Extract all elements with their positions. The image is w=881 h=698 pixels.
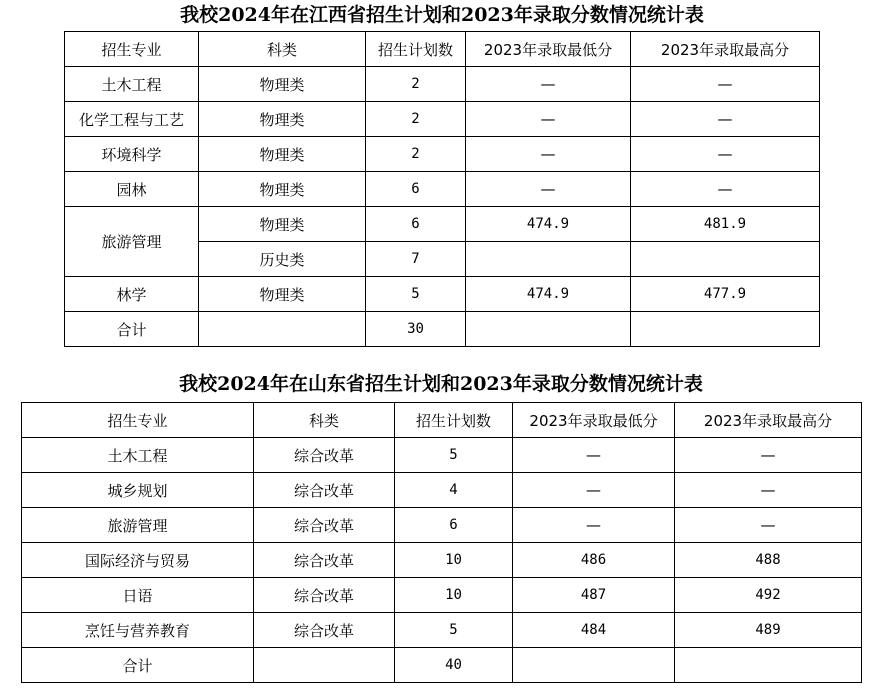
table-header-row	[65, 32, 820, 67]
total-max-score	[631, 312, 820, 347]
table-row	[65, 137, 820, 172]
cell-major: 环境科学	[65, 137, 199, 172]
cell-major: 城乡规划	[22, 473, 254, 508]
cell-min-score: —	[466, 67, 631, 102]
cell-category: 综合改革	[254, 543, 395, 578]
cell-min-score: 486	[513, 543, 675, 578]
cell-min-score: —	[513, 438, 675, 473]
cell-plan: 6	[395, 508, 513, 543]
cell-max-score: —	[631, 172, 820, 207]
cell-plan: 10	[395, 578, 513, 613]
cell-plan: 5	[395, 613, 513, 648]
table-row	[65, 277, 820, 312]
cell-major: 日语	[22, 578, 254, 613]
cell-min-score: 487	[513, 578, 675, 613]
cell-max-score: —	[675, 438, 862, 473]
table-row	[65, 102, 820, 137]
cell-max-score: 477.9	[631, 277, 820, 312]
table-row	[22, 508, 862, 543]
table-row	[65, 207, 820, 242]
cell-plan: 6	[366, 172, 466, 207]
table-row	[65, 67, 820, 102]
total-label: 合计	[22, 648, 254, 683]
cell-major: 化学工程与工艺	[65, 102, 199, 137]
cell-max-score: 488	[675, 543, 862, 578]
cell-plan: 2	[366, 102, 466, 137]
cell-min-score: —	[513, 473, 675, 508]
total-label: 合计	[65, 312, 199, 347]
shandong-table	[21, 402, 862, 683]
header-plan: 招生计划数	[366, 32, 466, 67]
cell-max-score: —	[675, 473, 862, 508]
cell-min-score: —	[466, 172, 631, 207]
cell-major: 国际经济与贸易	[22, 543, 254, 578]
cell-category: 综合改革	[254, 613, 395, 648]
cell-plan: 7	[366, 242, 466, 277]
total-category	[254, 648, 395, 683]
cell-max-score: —	[675, 508, 862, 543]
cell-major: 旅游管理	[22, 508, 254, 543]
cell-major: 烹饪与营养教育	[22, 613, 254, 648]
cell-max-score: 492	[675, 578, 862, 613]
cell-plan: 5	[395, 438, 513, 473]
table-header-row	[22, 403, 862, 438]
cell-min-score: 474.9	[466, 277, 631, 312]
table-total-row	[22, 648, 862, 683]
total-min-score	[513, 648, 675, 683]
jiangxi-title: 我校2024年在江西省招生计划和2023年录取分数情况统计表	[180, 4, 704, 26]
table-row	[65, 172, 820, 207]
cell-category: 物理类	[199, 207, 366, 242]
cell-max-score: 489	[675, 613, 862, 648]
jiangxi-table	[64, 31, 820, 347]
cell-category: 综合改革	[254, 508, 395, 543]
header-min-score: 2023年录取最低分	[513, 403, 675, 438]
cell-category: 综合改革	[254, 473, 395, 508]
cell-max-score: 481.9	[631, 207, 820, 242]
shandong-title: 我校2024年在山东省招生计划和2023年录取分数情况统计表	[179, 373, 703, 395]
table-total-row	[65, 312, 820, 347]
header-max-score: 2023年录取最高分	[675, 403, 862, 438]
cell-major: 土木工程	[22, 438, 254, 473]
table-row	[22, 473, 862, 508]
cell-min-score	[466, 242, 631, 277]
cell-category: 综合改革	[254, 438, 395, 473]
cell-major: 土木工程	[65, 67, 199, 102]
total-category	[199, 312, 366, 347]
cell-min-score: —	[466, 137, 631, 172]
cell-max-score: —	[631, 102, 820, 137]
header-category: 科类	[199, 32, 366, 67]
cell-plan: 6	[366, 207, 466, 242]
cell-min-score: —	[466, 102, 631, 137]
table-row	[22, 613, 862, 648]
cell-category: 历史类	[199, 242, 366, 277]
cell-max-score: —	[631, 137, 820, 172]
header-min-score: 2023年录取最低分	[466, 32, 631, 67]
header-max-score: 2023年录取最高分	[631, 32, 820, 67]
cell-category: 物理类	[199, 67, 366, 102]
cell-plan: 4	[395, 473, 513, 508]
cell-category: 物理类	[199, 172, 366, 207]
table-row	[22, 438, 862, 473]
cell-min-score: 474.9	[466, 207, 631, 242]
cell-plan: 2	[366, 67, 466, 102]
total-max-score	[675, 648, 862, 683]
header-major: 招生专业	[65, 32, 199, 67]
cell-major: 园林	[65, 172, 199, 207]
cell-category: 物理类	[199, 102, 366, 137]
table-row	[22, 578, 862, 613]
header-category: 科类	[254, 403, 395, 438]
header-major: 招生专业	[22, 403, 254, 438]
cell-major: 旅游管理	[65, 207, 199, 277]
total-plan: 30	[366, 312, 466, 347]
table-row	[22, 543, 862, 578]
cell-min-score: 484	[513, 613, 675, 648]
cell-category: 物理类	[199, 137, 366, 172]
cell-plan: 10	[395, 543, 513, 578]
total-plan: 40	[395, 648, 513, 683]
cell-category: 综合改革	[254, 578, 395, 613]
cell-max-score: —	[631, 67, 820, 102]
cell-min-score: —	[513, 508, 675, 543]
total-min-score	[466, 312, 631, 347]
cell-plan: 5	[366, 277, 466, 312]
cell-major: 林学	[65, 277, 199, 312]
cell-plan: 2	[366, 137, 466, 172]
cell-max-score	[631, 242, 820, 277]
header-plan: 招生计划数	[395, 403, 513, 438]
cell-category: 物理类	[199, 277, 366, 312]
